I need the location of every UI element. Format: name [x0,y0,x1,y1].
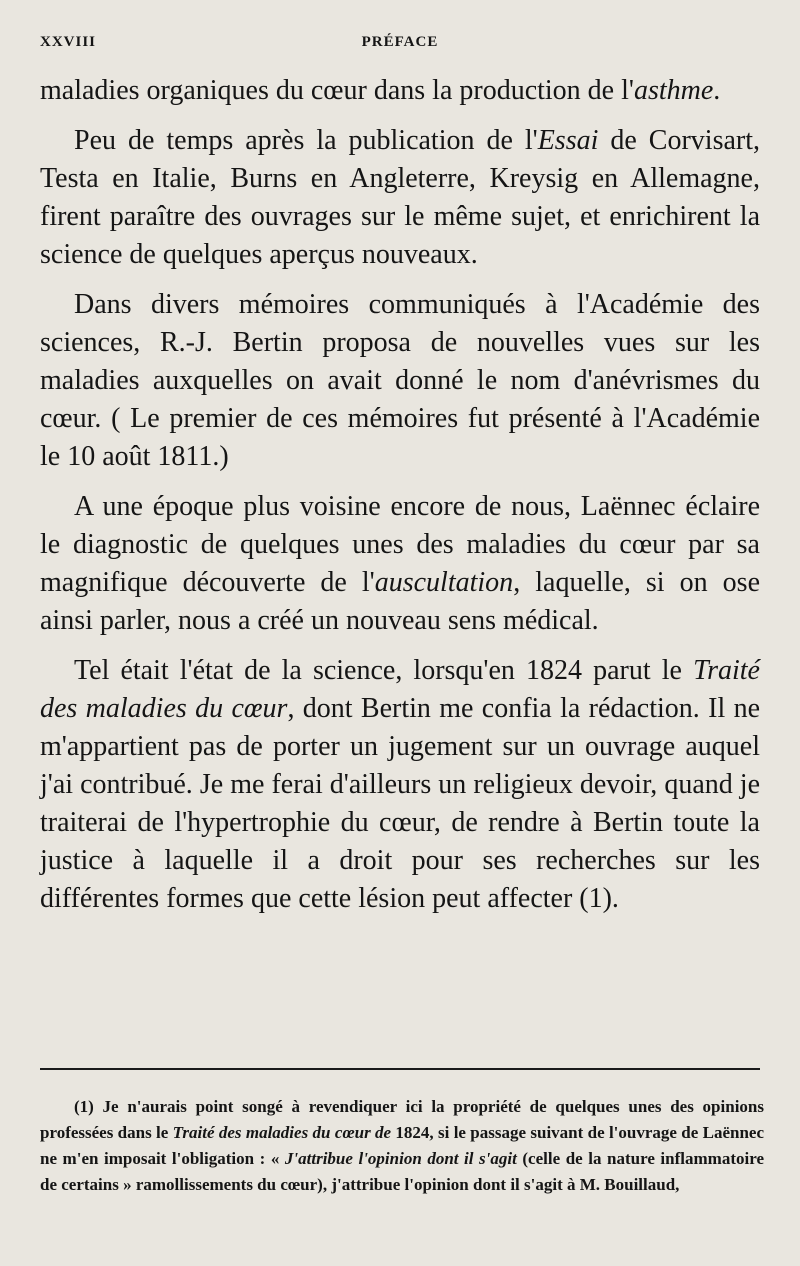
text-run: A une époque plus voisine encore de nous, Laënnec éclaire le diagnostic de quelques unes des maladies du cœur par sa magnifique découverte de l' [40,491,760,598]
page-number: XXVIII [40,34,97,50]
paragraph-2 [40,122,760,274]
italic-term: asthme [633,75,714,106]
text-run: 1824, si le passage suivant de l'ouvrage de Laënnec ne m'en imposait l'obligation : « [40,1123,765,1168]
italic-title: Traité des maladies du cœur de [172,1123,392,1142]
footnote-separator [40,1068,760,1070]
text-run: (1) Je n'aurais point songé à revendiquer ici la propriété de quelques unes des opinions professées dans le [40,1097,764,1142]
text-run: Peu de temps après la publication de l' [74,125,538,156]
running-title: PRÉFACE [361,34,439,50]
footnote-1 [40,1094,764,1198]
footnote [40,1094,764,1198]
text-run: de Corvisart, Testa en Italie, Burns en Angleterre, Kreysig en Allemagne, firent paraître des ouvrages sur le même sujet, et enrichirent la science de quelques aperçus nouveaux. [40,125,760,270]
text-run: . [713,75,721,106]
italic-title: Traité des maladies du cœur [40,655,760,724]
paragraph-5 [40,652,760,918]
paragraph-1 [40,72,760,110]
main-text [40,72,760,930]
page-header [40,34,760,58]
paragraph-3: Dans divers mémoires communiqués à l'Académie des sciences, R.-J. Bertin proposa de nouvelles vues sur les maladies auxquelles on avait donné le nom d'anévrismes du cœur. ( Le premier de ces mémoires fut présenté à l'Académie le 10 août 1811.) [40,289,760,472]
text-run: maladies organiques du cœur dans la production de l' [40,75,634,106]
text-run: , dont Bertin me confia la rédaction. Il ne m'appartient pas de porter un jugement sur un ouvrage auquel j'ai contribué. Je me ferai d'ailleurs un religieux devoir, quand je traiterai de l'hypertrophie du cœur, de rendre à Bertin toute la justice à laquelle il a droit pour ses recherches sur les différentes formes que cette lésion peut affecter (1). [40,693,760,914]
text-run: , laquelle, si on ose ainsi parler, nous a créé un nouveau sens médical. [40,567,760,636]
text-run: Tel était l'état de la science, lorsqu'en 1824 parut le [74,655,694,686]
italic-term: auscultation [374,567,514,598]
paragraph-4 [40,488,760,640]
italic-quote: J'attribue l'opinion dont il s'agit [284,1149,517,1168]
italic-term: Essai [537,125,599,156]
text-run: (celle de la nature inflammatoire de certains » ramollissements du cœur), j'attribue l'opinion dont il s'agit à M. Bouillaud, [40,1149,764,1194]
